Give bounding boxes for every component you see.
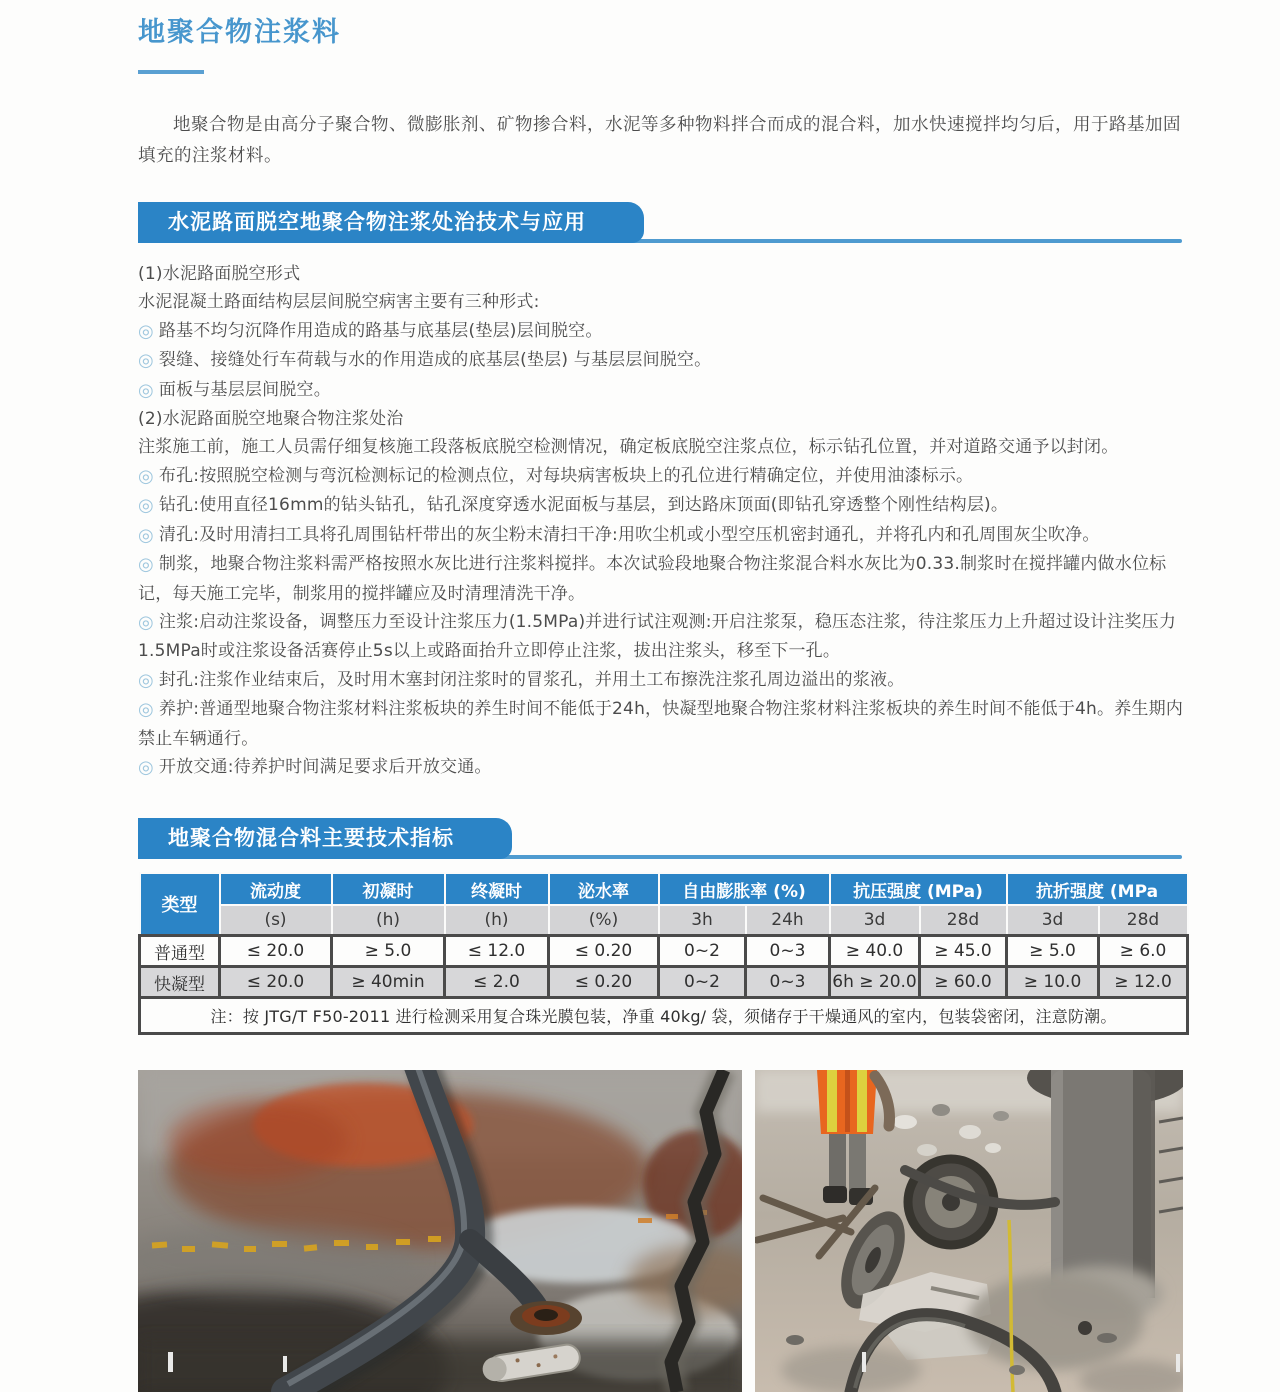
table-subheader: 28d	[1099, 905, 1188, 936]
table-row	[140, 936, 1188, 967]
document-page	[138, 0, 1186, 1392]
title-underline	[138, 70, 204, 74]
page-title: 地聚合物注浆料	[138, 17, 341, 48]
table-cell: ≥ 40.0	[830, 936, 920, 967]
table-cell: ≤ 20.0	[220, 967, 332, 998]
ring-bullet-icon: ◎	[138, 524, 154, 546]
list-item: ◎ 封孔:注浆作业结束后，及时用木塞封闭注浆时的冒浆孔，并用土工布擦洗注浆孔周边溢出的浆液。	[138, 669, 905, 691]
table-cell: ≥ 5.0	[1007, 936, 1099, 967]
scan-artifact	[168, 1352, 173, 1372]
table-cell: ≤ 12.0	[445, 936, 549, 967]
table-subheader: 24h	[746, 905, 830, 936]
table-cell: 0~3	[746, 936, 830, 967]
intro-paragraph: 地聚合物是由高分子聚合物、微膨胀剂、矿物掺合料，水泥等多种物料拌合而成的混合料，加水快速搅拌均匀后，用于路基加固填充的注浆材料。	[138, 114, 1181, 166]
list-item: 水泥混凝土路面结构层层间脱空病害主要有三种形式:	[138, 292, 540, 313]
ring-bullet-icon: ◎	[138, 465, 154, 487]
table-header-type: 类型	[140, 873, 220, 936]
table-cell: ≥ 60.0	[920, 967, 1007, 998]
table-cell: ≥ 12.0	[1099, 967, 1188, 998]
ring-bullet-icon: ◎	[138, 350, 154, 372]
section-heading: 水泥路面脱空地聚合物注浆处治技术与应用	[138, 202, 644, 243]
ring-bullet-icon: ◎	[138, 699, 154, 721]
table-subheader: 3d	[1007, 905, 1099, 936]
table-cell: 普通型	[140, 936, 220, 967]
table-cell: ≤ 0.20	[549, 936, 659, 967]
list-item: ◎ 路基不均匀沉降作用造成的路基与底基层(垫层)层间脱空。	[138, 320, 603, 342]
table-subheader: (h)	[445, 905, 549, 936]
list-item: ◎ 制浆，地聚合物注浆料需严格按照水灰比进行注浆料搅拌。本次试验段地聚合物注浆混合料水灰比为0.33.制浆时在搅拌罐内做水位标记，每天施工完毕，制浆用的搅拌罐应及时清理清洗干净。	[138, 554, 1167, 604]
photo-grouting-worksite	[755, 1070, 1183, 1392]
table-subheader: (s)	[220, 905, 332, 936]
table-subheader: (%)	[549, 905, 659, 936]
list-item: ◎ 注浆:启动注浆设备，调整压力至设计注浆压力(1.5MPa)并进行试注观测:开启注浆泵，稳压态注浆，待注浆压力上升超过设计注奖压力1.5MPa时或注浆设备活赛停止5s以上或路面抬升立即停止注浆，拔出注浆头，移至下一孔。	[138, 611, 1177, 662]
list-item: ◎ 面板与基层层间脱空。	[138, 379, 331, 401]
table-header: 终凝时	[445, 873, 549, 905]
list-item: ◎ 裂缝、接缝处行车荷载与水的作用造成的底基层(垫层) 与基层层间脱空。	[138, 350, 712, 372]
scan-artifact	[1176, 1354, 1180, 1372]
list-item: ◎ 布孔:按照脱空检测与弯沉检测标记的检测点位，对每块病害板块上的孔位进行精确定位，并使用油漆标示。	[138, 465, 974, 487]
table-header: 抗折强度 (MPa	[1007, 873, 1188, 905]
ring-bullet-icon: ◎	[138, 495, 154, 517]
table-header: 泌水率	[549, 873, 659, 905]
table-row	[140, 967, 1188, 998]
section-banner-technology	[138, 202, 1186, 243]
table-subheader: 3h	[659, 905, 746, 936]
table-cell: ≤ 0.20	[549, 967, 659, 998]
list-item: (2)水泥路面脱空地聚合物注浆处治	[138, 409, 404, 430]
table-cell: ≤ 20.0	[220, 936, 332, 967]
ring-bullet-icon: ◎	[138, 554, 154, 576]
ring-bullet-icon: ◎	[138, 756, 154, 778]
scan-artifact	[862, 1352, 866, 1372]
table-note-row	[140, 998, 1188, 1034]
section-banner-specs	[138, 818, 1186, 859]
ring-bullet-icon: ◎	[138, 379, 154, 401]
list-item: (1)水泥路面脱空形式	[138, 264, 301, 285]
list-item: 注浆施工前，施工人员需仔细复核施工段落板底脱空检测情况，确定板底脱空注浆点位，标示钻孔位置，并对道路交通予以封闭。	[138, 437, 1119, 458]
table-cell: 快凝型	[140, 967, 220, 998]
table-subheader: 28d	[920, 905, 1007, 936]
table-subheader: 3d	[830, 905, 920, 936]
table-cell: ≤ 2.0	[445, 967, 549, 998]
table-cell: ≥ 40min	[332, 967, 445, 998]
table-cell: ≥ 45.0	[920, 936, 1007, 967]
ring-bullet-icon: ◎	[138, 611, 154, 633]
photo-pavement-grouting-hose	[138, 1070, 742, 1392]
table-cell: ≥ 5.0	[332, 936, 445, 967]
table-note: 注：按 JTG/T F50-2011 进行检测采用复合珠光膜包装，净重 40kg/ 袋，须储存于干燥通风的室内，包装袋密闭，注意防潮。	[140, 998, 1188, 1034]
table-subheader: (h)	[332, 905, 445, 936]
procedure-list	[138, 260, 1186, 782]
table-cell: ≥ 6.0	[1099, 936, 1188, 967]
table-header: 自由膨胀率 (%)	[659, 873, 830, 905]
table-cell: 0~2	[659, 936, 746, 967]
ring-bullet-icon: ◎	[138, 669, 154, 691]
list-item: ◎ 清孔:及时用清扫工具将孔周围钻杆带出的灰尘粉末清扫干净:用吹尘机或小型空压机密封通孔，并将孔内和孔周围灰尘吹净。	[138, 524, 1100, 546]
photo-row	[138, 1070, 1186, 1392]
table-header: 抗压强度 (MPa)	[830, 873, 1007, 905]
section-heading: 地聚合物混合料主要技术指标	[138, 818, 512, 859]
table-cell: 0~3	[746, 967, 830, 998]
table-cell: 0~2	[659, 967, 746, 998]
spec-table	[138, 872, 1189, 1035]
table-header: 流动度	[220, 873, 332, 905]
table-cell: 6h ≥ 20.0	[830, 967, 920, 998]
ring-bullet-icon: ◎	[138, 320, 154, 342]
list-item: ◎ 开放交通:待养护时间满足要求后开放交通。	[138, 756, 492, 778]
list-item: ◎ 养护:普通型地聚合物注浆材料注浆板块的养生时间不能低于24h，快凝型地聚合物注浆材料注浆板块的养生时间不能低于4h。养生期内禁止车辆通行。	[138, 699, 1184, 749]
table-header: 初凝时	[332, 873, 445, 905]
list-item: ◎ 钻孔:使用直径16mm的钻头钻孔，钻孔深度穿透水泥面板与基层，到达路床顶面(即钻孔穿透整个刚性结构层)。	[138, 495, 1009, 517]
table-cell: ≥ 10.0	[1007, 967, 1099, 998]
scan-artifact	[283, 1356, 287, 1372]
